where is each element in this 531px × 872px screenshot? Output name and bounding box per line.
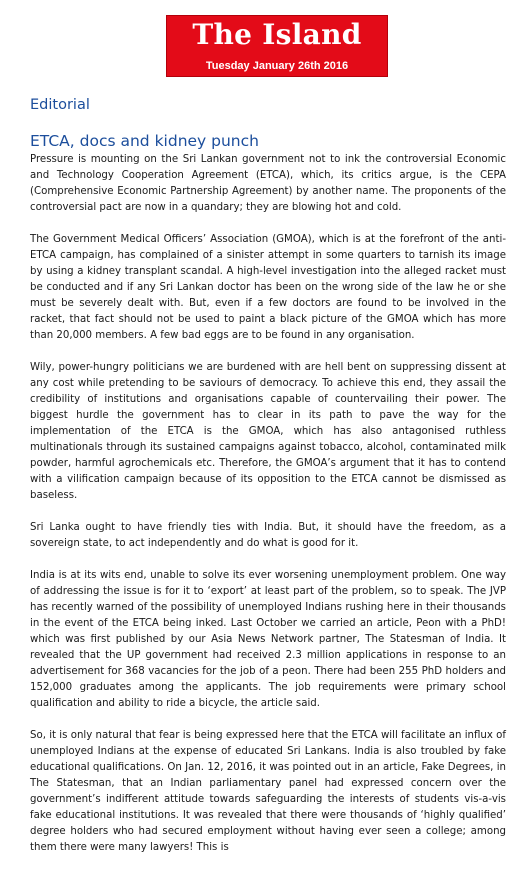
masthead [166,15,388,77]
masthead-title: The Island [192,18,362,51]
article-body [30,152,506,872]
paragraph: The Government Medical Officers’ Association (GMOA), which is at the forefront of the anti-ETCA campaign, has complained of a sinister attempt in some quarters to tarnish its image by using a kidney transplant scandal. A high-level investigation into the alleged racket must be conducted and if any Sri Lankan doctor has been on the wrong side of the law he or she must be severely dealt with. But, even if a few doctors are found to be involved in the racket, that fact should not be used to paint a black picture of the GMOA which has more than 20,000 members. A few bad eggs are to be found in any organisation. [30,234,506,341]
paragraph: Sri Lanka ought to have friendly ties with India. But, it should have the freedom, as a sovereign state, to act independently and do what is good for it. [30,522,506,549]
paragraph: So, it is only natural that fear is being expressed here that the ETCA will facilitate an influx of unemployed Indians at the expense of educated Sri Lankans. India is also troubled by fake educational qualifications. On Jan. 12, 2016, it was pointed out in an article, Fake Degrees, in The Statesman, that an Indian parliamentary panel had expressed concern over the government’s indifferent attitude towards safeguarding the interests of students vis-a-vis fake educational institutions. It was revealed that there were thousands of ‘highly qualified’ degree holders who had secured employment without having ever seen a college; among them there were many lawyers! This is [30,730,506,853]
paragraph: Wily, power-hungry politicians we are burdened with are hell bent on suppressing dissent at any cost while pretending to be saviours of democracy. To achieve this end, they assail the credibility of institutions and organisations capable of countervailing their power. The biggest hurdle the government has to clear in its path to pave the way for the implementation of the ETCA is the GMOA, which has also antagonised ruthless multinationals through its sustained campaigns against tobacco, alcohol, contaminated milk powder, harmful agrochemicals etc. Therefore, the GMOA’s argument that it has to contend with a vilification campaign because of its opposition to the ETCA cannot be dismissed as baseless. [30,362,506,501]
section-label: Editorial [30,97,90,113]
masthead-date: Tuesday January 26th 2016 [205,60,349,72]
paragraph: Pressure is mounting on the Sri Lankan government not to ink the controversial Economic and Technology Cooperation Agreement (ETCA), which, its critics argue, is the CEPA (Comprehensive Economic Partnership Agreement) by another name. The proponents of the controversial pact are now in a quandary; they are blowing hot and cold. [30,154,506,213]
article-headline: ETCA, docs and kidney punch [30,132,259,150]
paragraph: India is at its wits end, unable to solve its ever worsening unemployment problem. One way of addressing the issue is for it to ‘export’ at least part of the problem, so to speak. The JVP has recently warned of the possibility of unemployed Indians rushing here in their thousands in the event of the ETCA being inked. Last October we carried an article, Peon with a PhD! which was first published by our Asia News Network partner, The Statesman of India. It revealed that the UP government had received 2.3 million applications in response to an advertisement for 368 vacancies for the job of a peon. There had been 255 PhD holders and 152,000 graduates among the applicants. The job requirements were primary school qualification and ability to ride a bicycle, the article said. [30,570,506,709]
